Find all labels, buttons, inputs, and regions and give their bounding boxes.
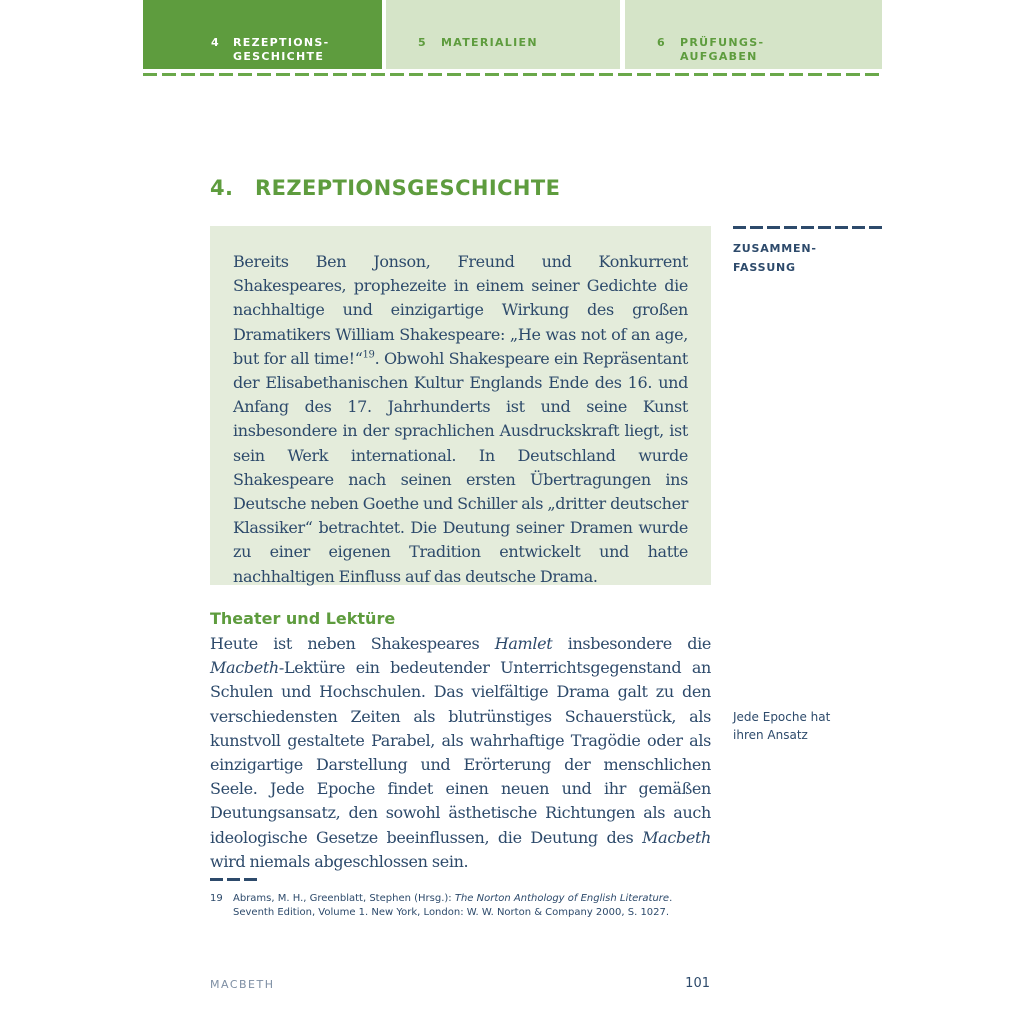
footnote-segment: . Seventh Edition, Volume 1. New York, London: W. W. Norton & Company 2000, S. 1027. [233, 893, 673, 918]
summary-margin-label: ZUSAMMEN- FASSUNG [733, 242, 817, 274]
tab-number: 4 [211, 36, 220, 49]
work-title: Hamlet [494, 634, 553, 653]
summary-part-2: . Obwohl Shakespeare ein Repräsentant der Elisabethanischen Kultur Englands Ende des 16. und Anfang des 17. Jahrhunderts ist und seine Kunst insbesondere in der sprachlichen Ausdruckskraft liegt, ist sein Werk international. In Deutschland wurde Shakespeare nach seinen ersten Übertragungen ins Deutsche neben Goethe und Schiller als „dritter deutscher Klassiker“ betrachtet. Die Deutung seiner Dramen wurde zu einer eigenen Tradition entwickelt und hatte nachhaltigen Einfluss auf das deutsche Drama. [233, 348, 688, 586]
footnote-divider [210, 878, 260, 881]
body-text-segment: insbesondere die [552, 634, 712, 653]
tab-label: MATERIALIEN [441, 36, 538, 49]
tab-number: 6 [657, 36, 666, 49]
footnote-reference[interactable]: 19 [362, 349, 375, 361]
tab-number: 5 [418, 36, 427, 49]
margin-divider [733, 226, 882, 229]
section-heading: Theater und Lektüre [210, 609, 396, 628]
tab-divider [143, 73, 882, 76]
footnote [210, 892, 711, 920]
tab-label: PRÜFUNGS- AUFGABEN [680, 36, 765, 63]
work-title: Macbeth [210, 658, 279, 678]
summary-part-1: Bereits Ben Jonson, Freund und Konkurrent Shakespeares, prophezeite in einem seiner Gedichte die nachhaltige und einzigartige Wirkung des großen Dramatikers William Shakespeare: „He was not of an age, but for all time!“ [233, 252, 688, 368]
summary-text [233, 250, 688, 589]
chapter-title [210, 176, 560, 200]
epoch-margin-note: Jede Epoche hat ihren Ansatz [733, 710, 831, 742]
footnote-book-title: The Norton Anthology of English Literature [454, 893, 670, 904]
footnote-number: 19 [210, 893, 223, 904]
footnote-text [233, 892, 711, 920]
tab-rezeptionsgeschichte[interactable] [143, 0, 382, 69]
body-text-segment: wird niemals abgeschlossen sein. [210, 851, 469, 871]
running-footer-title: MACBETH [210, 978, 275, 991]
chapter-tabs [143, 0, 882, 69]
tab-materialien[interactable] [386, 0, 620, 69]
tab-label: REZEPTIONS- GESCHICHTE [233, 36, 330, 63]
chapter-title-text: REZEPTIONSGESCHICHTE [255, 176, 561, 200]
section-body-text [210, 632, 711, 874]
tab-pruefungsaufgaben[interactable] [625, 0, 882, 69]
footnote-segment: Abrams, M. H., Greenblatt, Stephen (Hrsg.): [233, 893, 455, 904]
page-number: 101 [685, 976, 710, 991]
summary-box [210, 226, 711, 585]
body-text-segment: Heute ist neben Shakespeares [210, 634, 495, 653]
work-title: Macbeth [642, 827, 711, 847]
chapter-number: 4. [210, 176, 234, 200]
body-text-segment: -Lektüre ein bedeutender Unterrichtsgegenstand an Schulen und Hochschulen. Das vielfältige Drama galt zu den verschiedensten Zeiten als blutrünstiges Schauerstück, als kunstvoll gestaltete Parabel, als wahrhaftige Tragödie oder als einzigartige Darstellung und Erörterung der menschlichen Seele. Jede Epoche findet einen neuen und ihr gemäßen Deutungsansatz, den sowohl ästhetische Richtungen als auch ideologische Gesetze beeinflussen, die Deutung des [210, 658, 711, 847]
